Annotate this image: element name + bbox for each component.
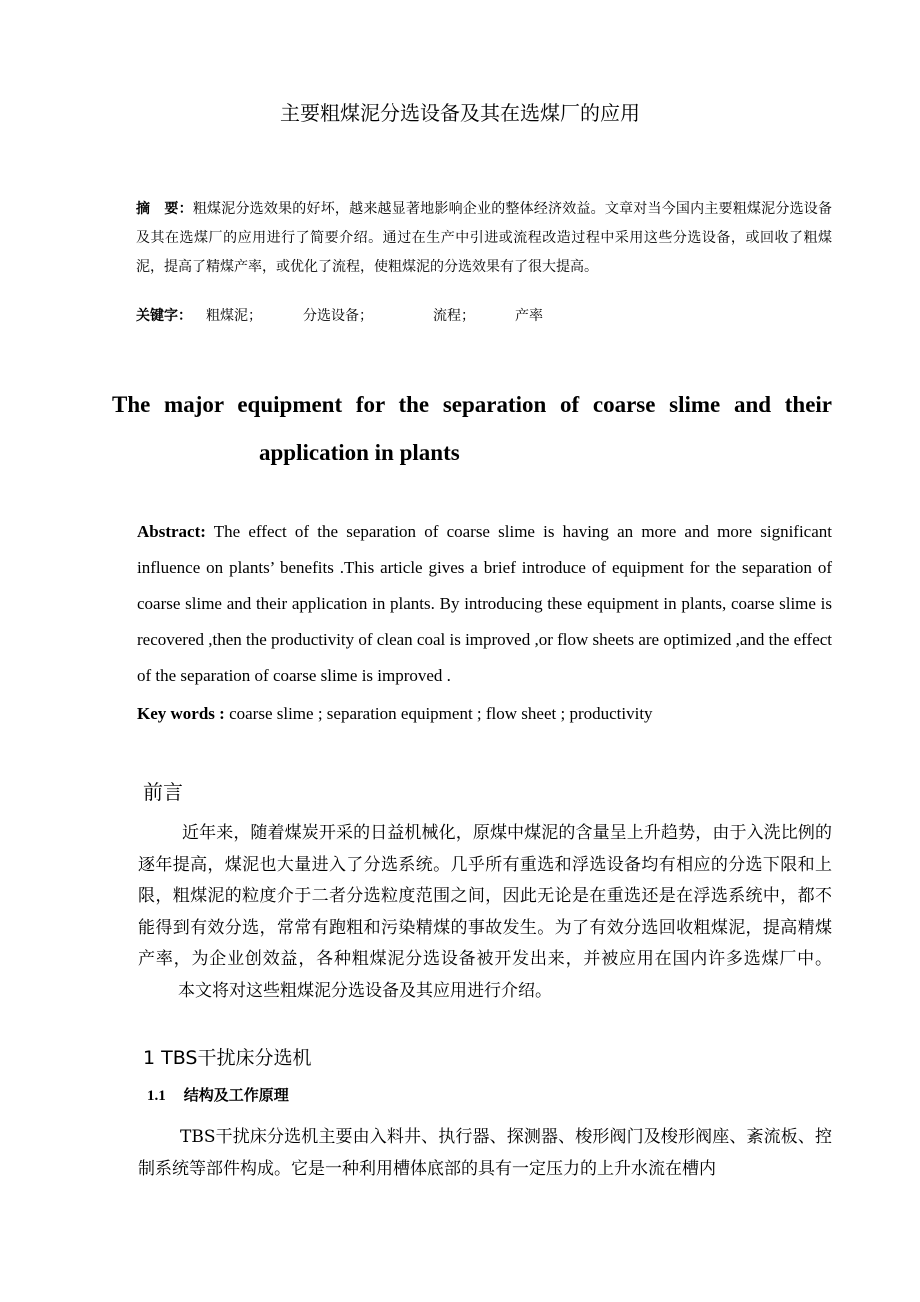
chinese-keyword: 分选设备； xyxy=(303,308,373,324)
section-1-1-title: 结构及工作原理 xyxy=(183,1086,289,1104)
section-1-1-paragraph: TBS干扰床分选机主要由入料井、执行器、探测器、梭形阀门及梭形阀座、紊流板、控制系统等部件构成。它是一种利用槽体底部的具有一定压力的上升水流在槽内 xyxy=(138,1127,832,1179)
chinese-keyword: 粗煤泥； xyxy=(206,308,262,324)
english-keywords xyxy=(137,696,832,732)
english-abstract-label: Abstract: xyxy=(137,522,206,541)
preface-text-end: 本文将对这些粗煤泥分选设备及其应用进行介绍。 xyxy=(178,980,552,1001)
section-1-heading: 1 TBS干扰床分选机 xyxy=(143,1047,312,1069)
chinese-abstract-label: 摘 要： xyxy=(136,201,193,217)
chinese-title: 主要粗煤泥分选设备及其在选煤厂的应用 xyxy=(280,101,640,125)
section-1-1-number: 1.1 xyxy=(147,1088,166,1104)
english-abstract-text: The effect of the separation of coarse slime is having an more and more significant influence on plants’ benefits .This article gives a brief introduce of equipment for the separation of coarse slime and their application in plants. By introducing these equipment in plants, coarse slime is recovered ,then the productivity of clean coal is improved ,or flow sheets are optimized ,and the effect of the separation of coarse slime is improved . xyxy=(137,522,833,685)
preface-heading: 前言 xyxy=(143,780,183,804)
chinese-abstract-text: 粗煤泥分选效果的好坏，越来越显著地影响企业的整体经济效益。文章对当今国内主要粗煤泥分选设备及其在选煤厂的应用进行了简要介绍。通过在生产中引进或流程改造过程中采用这些分选设备，或回收了粗煤泥，提高了精煤产率，或优化了流程，使粗煤泥的分选效果有了很大提高。 xyxy=(136,201,833,275)
chinese-keyword: 产率 xyxy=(515,308,543,324)
chinese-abstract xyxy=(136,195,832,282)
english-abstract xyxy=(137,514,832,694)
english-keywords-label: Key words : xyxy=(137,704,225,723)
preface-paragraph xyxy=(138,818,832,1007)
english-keywords-text: coarse slime ; separation equipment ; flow sheet ; productivity xyxy=(224,704,653,723)
chinese-keywords xyxy=(136,303,832,329)
chinese-keywords-label: 关键字： xyxy=(136,308,192,324)
chinese-keyword: 流程； xyxy=(433,308,475,324)
section-1-1-heading xyxy=(147,1081,289,1110)
english-title-line-1: The major equipment for the separation of coarse slime and their xyxy=(112,392,832,417)
english-title-line-2: application in plants xyxy=(259,440,460,465)
preface-text: 近年来，随着煤炭开采的日益机械化，原煤中煤泥的含量呈上升趋势，由于入洗比例的逐年提高，煤泥也大量进入了分选系统。几乎所有重选和浮选设备均有相应的分选下限和上限，粗煤泥的粒度介于二者分选粒度范围之间，因此无论是在重选还是在浮选系统中，都不能得到有效分选，常常有跑粗和污染精煤的事故发生。为了有效分选回收粗煤泥，提高精煤产率，为企业创效益，各种粗煤泥分选设备被开发出来，并被应用在国内许多选煤厂中。 xyxy=(138,823,832,969)
